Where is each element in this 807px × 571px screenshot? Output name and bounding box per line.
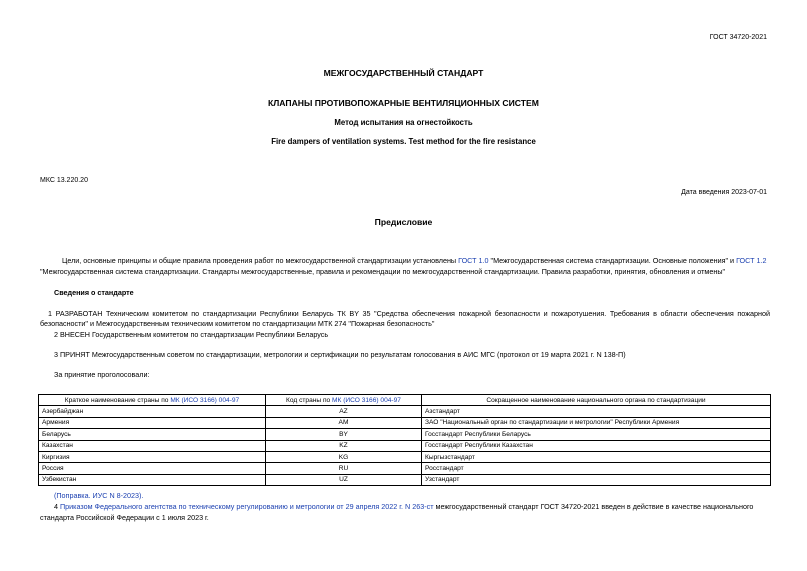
gost-1-0-link[interactable]: ГОСТ 1.0: [458, 256, 489, 265]
standard-title: КЛАПАНЫ ПРОТИВОПОЖАРНЫЕ ВЕНТИЛЯЦИОННЫХ СИСТЕМ: [268, 98, 539, 108]
about-heading: Сведения о стандарте: [54, 288, 134, 297]
country-cell: Беларусь: [39, 429, 266, 440]
table-row: [39, 451, 771, 462]
country-cell: Армения: [39, 417, 266, 428]
table-row: [39, 440, 771, 451]
table-row: [39, 463, 771, 474]
header-code-text: Код страны по: [286, 396, 333, 404]
preface-heading: Предисловие: [374, 217, 433, 227]
header-country-text: Краткое наименование страны по: [64, 396, 171, 404]
item-4-text: межгосударственный стандарт ГОСТ 34720-2021 введен в действие в качестве национального: [433, 502, 754, 511]
mk-iso-link[interactable]: МК (ИСО 3166) 004-97: [170, 396, 240, 404]
standard-type: МЕЖГОСУДАРСТВЕННЫЙ СТАНДАРТ: [323, 68, 484, 78]
table-row: [39, 474, 771, 485]
organ-cell: Азстандарт: [422, 406, 771, 417]
header-code: [266, 395, 422, 406]
table-row: [39, 406, 771, 417]
organ-cell: Узстандарт: [422, 474, 771, 485]
country-cell: Узбекистан: [39, 474, 266, 485]
gost-1-2-link[interactable]: ГОСТ 1.2: [736, 256, 767, 265]
preface-text-2: "Межгосударственная система стандартизации. Основные положения" и: [488, 256, 737, 265]
organ-cell: Кыргызстандарт: [422, 451, 771, 462]
code-cell: RU: [266, 463, 422, 474]
item-4-line-2: стандарта Российской Федерации с 1 июля 2023 г.: [40, 513, 209, 522]
country-cell: Азербайджан: [39, 406, 266, 417]
organ-cell: Госстандарт Республики Беларусь: [422, 429, 771, 440]
mk-iso-link[interactable]: МК (ИСО 3166) 004-97: [332, 396, 401, 404]
organ-cell: ЗАО "Национальный орган по стандартизации и метрологии" Республики Армения: [422, 417, 771, 428]
code-cell: UZ: [266, 474, 422, 485]
table-header-row: [39, 395, 771, 406]
preface-paragraph: [40, 256, 770, 266]
header-organ: Сокращенное наименование национального органа по стандартизации: [422, 395, 771, 406]
mks-code: МКС 13.220.20: [40, 177, 88, 184]
document-code: ГОСТ 34720-2021: [709, 34, 767, 41]
organ-cell: Росстандарт: [422, 463, 771, 474]
item-3: 3 ПРИНЯТ Межгосударственным советом по стандартизации, метрологии и сертификации по результатам голосования в АИС МГС (протокол от 19 марта 2021 г. N 138-П): [54, 350, 626, 359]
item-4-number: 4: [54, 502, 60, 511]
method-title: Метод испытания на огнестойкость: [334, 118, 473, 127]
item-4: [54, 502, 770, 512]
agreement-table: [38, 394, 771, 486]
country-cell: Киргизия: [39, 451, 266, 462]
item-1-line-1: 1 РАЗРАБОТАН Техническим комитетом по стандартизации Республики Беларусь ТК BY 35 "Средства обеспечения пожарной безопасности и пожаротушения. Требования в области обеспечения пожарной: [48, 309, 770, 318]
country-cell: Россия: [39, 463, 266, 474]
item-1-line-2: безопасности" и Межгосударственным техническим комитетом по стандартизации МТК 274 "Пожарная безопасность": [40, 319, 435, 328]
english-title: Fire dampers of ventilation systems. Test method for the fire resistance: [271, 137, 536, 146]
item-2: 2 ВНЕСЕН Государственным комитетом по стандартизации Республики Беларусь: [54, 330, 329, 339]
table-row: [39, 417, 771, 428]
code-cell: AM: [266, 417, 422, 428]
header-country: [39, 395, 266, 406]
order-link[interactable]: Приказом Федерального агентства по техническому регулированию и метрологии от 29 апреля 2022 г. N 263-ст: [60, 502, 434, 511]
code-cell: KZ: [266, 440, 422, 451]
table-row: [39, 429, 771, 440]
voted-label: За принятие проголосовали:: [54, 370, 150, 379]
preface-text-1: Цели, основные принципы и общие правила проведения работ по межгосударственной стандартизации установлены: [62, 256, 459, 265]
code-cell: KG: [266, 451, 422, 462]
organ-cell: Госстандарт Республики Казахстан: [422, 440, 771, 451]
intro-date: Дата введения 2023-07-01: [681, 189, 767, 196]
preface-text-3: "Межгосударственная система стандартизации. Стандарты межгосударственные, правила и рекомендации по межгосударственной стандартизации. Правила разработки, принятия, обновления и отмены": [40, 267, 726, 276]
code-cell: BY: [266, 429, 422, 440]
code-cell: AZ: [266, 406, 422, 417]
country-cell: Казахстан: [39, 440, 266, 451]
amendment-link[interactable]: (Поправка. ИУС N 8-2023).: [54, 491, 144, 500]
